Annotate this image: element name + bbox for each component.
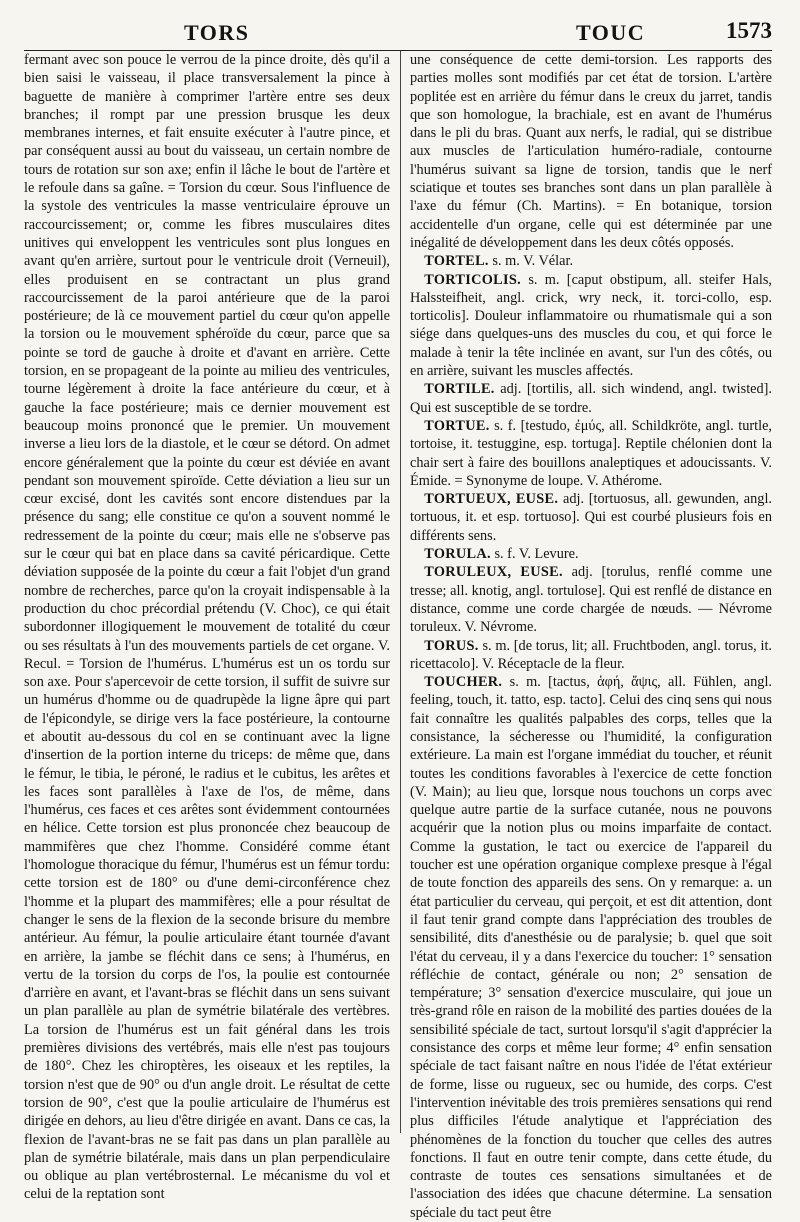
column-divider xyxy=(400,51,401,1133)
entry-body: s. m. [de torus, lit; all. Fruchtboden, angl. torus, it. ricettacolo]. V. Réceptacle de la fleur. xyxy=(410,637,772,672)
entry-headword: TORULA. xyxy=(424,546,491,563)
left-column xyxy=(24,51,390,1203)
page-number: 1573 xyxy=(726,18,772,43)
left-column-text: fermant avec son pouce le verrou de la pince droite, dès qu'il a bien saisi le vaisseau, il place transversalement la pince à baguette de manière à comprimer l'artère entre ses deux branches; il rompt par une pression brusque les deux membranes internes, et fait ensuite exécuter à l'autre pince, et par conséquent aussi au bout du vaisseau, un certain nombre de tours de rotation sur son axe; enfin il lâche le bout de l'artère et le refoule dans sa gaîne. = Torsion du cœur. Sous l'influence de la systole des ventricules la masse ventriculaire éprouve un raccourcissement; or, comme les fibres musculaires dites unitives qui enveloppent les ventricules sont plus longues en avant qu'en arrière, surtout pour le ventricule droit (Verneuil), elles produisent en se contractant un plus grand raccourcissement de la paroi antérieure que de la paroi postérieure; de là ce mouvement partiel du cœur qu'on appelle la torsion ou le mouvement sphéroïde du cœur, parce que sa pointe se tord de gauche à droite et d'avant en arrière. Cette torsion, en se propageant de la pointe au milieu des ventricules, tourne légèrement à droite la face antérieure du cœur, et à gauche la face postérieure; mais ce dernier mouvement est beaucoup moins prononcé que le premier. Un mouvement inverse a lieu lors de la diastole, et le cœur se détord. On admet encore généralement que la pointe du cœur est déviée en avant pendant son mouvement spiroïde. Cette déviation a lieu sur un cœur excisé, dont les cavités sont encore distendues par la présence du sang; elle constitue ce qu'on a souvent nommé le redressement de la pointe du cœur; mais elle ne s'observe pas sur le cœur qui bat en place dans sa cavité péricardique. Cette déviation supposée de la pointe du cœur a fait l'objet d'un grand nombre de recherches, parce qu'on la croyait indispensable à la production du choc précordial prétendu (V. Choc), ce qui était subordonner illogiquement le mouvement de totalité du cœur ou ses résultats à l'un des mouvements partiels de cet organe. V. Recul. = Torsion de l'humérus. L'humérus est un os tordu sur son axe. Pour s'apercevoir de cette torsion, il suffit de suivre sur un humérus d'homme ou de quadrupède la ligne âpre qui part de l'épicondyle, se dirige vers la face postérieure, la contourne et aboutit au-dessous du col en se continuant avec la ligne d'insertion de la portion interne du triceps: de même que, dans le fémur, le tibia, le péroné, le radius et le cubitus, les arêtes et les faces sont parallèles à l'axe de l'os, de même, dans l'humérus, ces faces et ces arêtes sont évidemment contournées en hélice. Cette torsion est plus prononcée chez beaucoup de mammifères que chez l'homme. Considéré comme étant l'homologue thoracique du fémur, l'humérus est un fémur tordu: cette torsion est de 180° ou d'une demi-circonférence chez l'homme et la plupart des mammifères; elle a pour résultat de changer le sens de la flexion de la seconde brisure du membre antérieur. Au fémur, la poulie articulaire étant tournée d'avant en arrière, la jambe se fléchit dans ce sens; à l'humérus, en vertu de la torsion du corps de l'os, la poulie est contournée d'arrière en avant, et l'avant-bras se fléchit dans un sens suivant un plan parallèle au plan de symétrie bilatérale des vertèbres. La torsion de l'humérus est un fait général dans les trois premières divisions des vertébrés, mais elle n'est pas toujours de 180°. Chez les chiroptères, les oiseaux et les reptiles, la torsion n'est que de 90° ou d'un angle droit. Le résultat de cette torsion de 90°, c'est que la poulie articulaire de l'humérus est dirigée en dehors, au lieu d'être dirigée en avant. Dans ce cas, la flexion de l'avant-bras ne se fait pas dans un plan parallèle au plan de symétrie bilatérale, mais dans un plan perpendiculaire ou oblique au plan vertébrosternal. Le mécanisme du vol et celui de la reptation sont xyxy=(24,52,390,1203)
entry-torus xyxy=(410,637,772,674)
right-column xyxy=(410,51,773,1221)
entry-headword: TORTICOLIS. xyxy=(424,271,521,288)
entry-body: s. f. V. Levure. xyxy=(494,546,579,563)
entry-torula xyxy=(410,545,772,563)
entry-headword: TORTILE. xyxy=(424,381,495,398)
entry-toruleux xyxy=(410,563,772,636)
entry-body: adj. [tortuosus, all. gewunden, angl. tortuous, it. et esp. tortuoso]. Qui est courbé plusieurs fois en différents sens. xyxy=(410,491,772,544)
entry-headword: TORTEL. xyxy=(424,253,489,270)
entry-body: adj. [torulus, renflé comme une tresse; all. knotig, angl. tortulose]. Qui est renflé de distance en distance, comme une corde chargée de nœuds. — Névrome toruleux. V. Névrome. xyxy=(410,564,772,636)
left-guide-word: TORS xyxy=(184,20,250,45)
entry-toucher xyxy=(410,673,772,1222)
entry-tortue xyxy=(410,417,772,490)
entry-body: s. f. [testudo, ἐμύς, all. Schildkröte, angl. turtle, tortoise, it. testuggine, esp. tortuga]. Reptile chélonien dont la chair sert à faire des bouillons analeptiques et adoucissants. V. Émide. = Synonyme de loupe. V. Athérome. xyxy=(410,417,772,489)
entry-body: s. m. V. Vélar. xyxy=(492,253,574,270)
entry-body: s. m. [caput obstipum, all. steifer Hals, Halssteifheit, angl. crick, wry neck, it. torci-collo, esp. torticolis]. Douleur inflammatoire ou rhumatismale qui a son siége dans quelques-uns des muscles du cou, et qui force le malade à tenir la tête inclinée en avant, sur l'un des côtés, ou en arrière, suivant les muscles affectés. xyxy=(410,271,772,380)
entry-headword: TORUS. xyxy=(424,637,479,654)
entry-headword: TOUCHER. xyxy=(424,674,503,691)
entry-headword: TORULEUX, EUSE. xyxy=(424,564,563,581)
entry-tortile xyxy=(410,380,772,417)
entry-body: s. m. [tactus, ἁφή, ἅψις, all. Fühlen, angl. feeling, touch, it. tatto, esp. tacto]. Celui des cinq sens qui nous fait connaître les qualités palpables des corps, telles que la consistance, la sécheresse ou l'humidité, la configuration extérieure. La main est l'organe immédiat du toucher, et réunit toutes les conditions favorables à l'exercice de cette fonction (V. Main); au lieu que, lorsque nous touchons un corps avec quelque autre partie de la surface cutanée, nous ne pouvons acquérir que la notion plus ou moins imparfaite de contact. Comme la gustation, le tact ou exercice de l'appareil du toucher est une opération organique complexe presque à l'égal de toute fonction des appareils des sens. On y remarque: a. un état particulier du cerveau, qui perçoit, et est dit attention, dont il faut tenir grand compte dans l'appréciation des troubles de sensibilité, dits d'anesthésie ou de paralysie; b. quel que soit l'état du cerveau, il y a dans l'exercice du toucher: 1° sensation réfléchie de contact, générale ou non; 2° sensation de température; 3° sensation d'exercice musculaire, qui joue un très-grand rôle en raison de la mobilité des parties douées de la sensibilité spéciale de tact, surtout lorsqu'il s'agit d'apprécier la consistance des corps et même leur forme; 4° enfin sensation spéciale de tact faisant naître en nous l'idée de l'état extérieur de forme, lisse ou rugueux, sec ou humide, des corps. C'est l'intervention inévitable des trois premières sensations qui rend plus difficiles l'étude analytique et l'appréciation des phénomènes de la fonction du toucher que celles des autres fonctions. Il faut en outre tenir compte, dans cette étude, du contraste de toutes ces sensations simultanées et de l'association des idées que chacune détermine. La sensation spéciale du tact peut être xyxy=(410,674,772,1221)
continuation-text: une conséquence de cette demi-torsion. Les rapports des parties molles sont modifiés par cet état de torsion. L'artère poplitée est en arrière du fémur dans le creux du jarret, tandis que son homologue, la brachiale, est en avant de l'humérus dans le pli du bras. Quant aux nerfs, le radial, qui se distribue aux muscles de l'articulation huméro-radiale, contourne l'humérus suivant sa ligne de torsion, tandis que le nerf sciatique et toutes ses branches sont dans un plan parallèle à l'axe du fémur (Ch. Martins). = En botanique, torsion accidentelle d'un organe, celle qui est déterminée par une inégalité de développement dans les deux côtés opposés. xyxy=(410,52,772,251)
running-header xyxy=(24,14,772,51)
entry-tortel xyxy=(410,252,772,270)
entry-headword: TORTUE. xyxy=(424,417,490,434)
entry-tortueux xyxy=(410,490,772,545)
entry-headword: TORTUEUX, EUSE. xyxy=(424,491,559,508)
entry-body: adj. [tortilis, all. sich windend, angl. twisted]. Qui est susceptible de se tordre. xyxy=(410,381,773,416)
right-guide-word: TOUC xyxy=(576,20,646,45)
entry-torticolis xyxy=(410,271,772,381)
